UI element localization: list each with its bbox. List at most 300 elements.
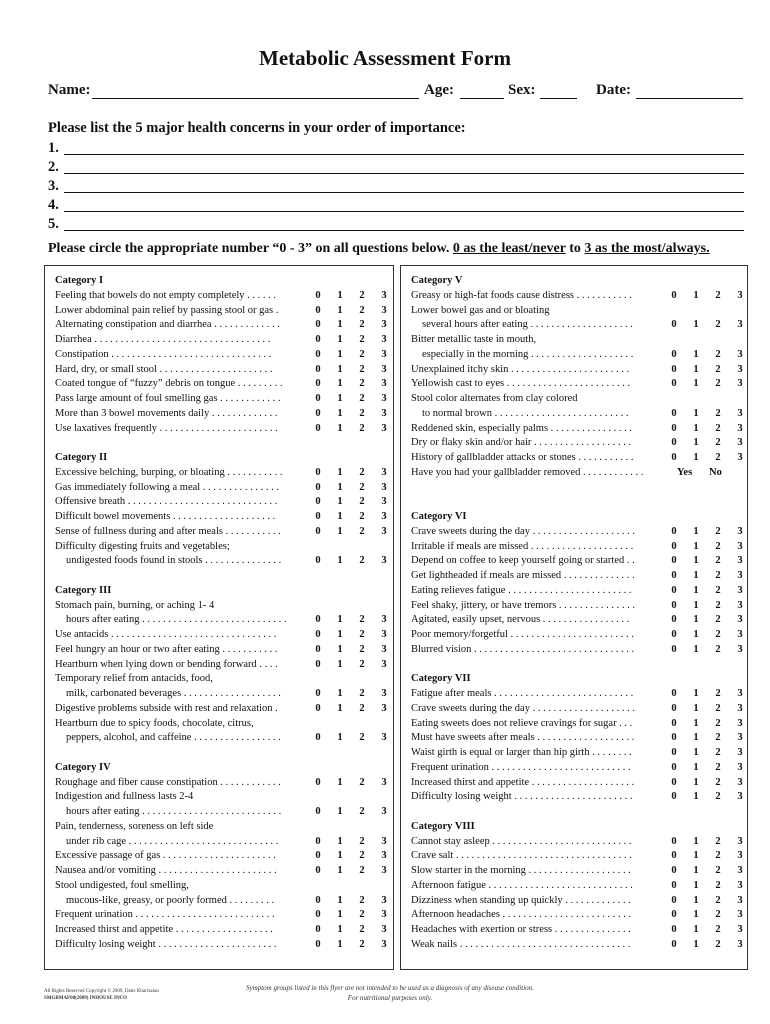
score-option[interactable]: 0 [671,643,677,655]
concern-line[interactable] [48,178,744,194]
score-option[interactable]: 0 [315,702,321,714]
score-option[interactable]: 3 [381,658,387,670]
score-option[interactable]: 2 [359,496,365,508]
score-option[interactable]: 0 [315,319,321,331]
score-option[interactable]: 2 [359,304,365,316]
score-option[interactable]: 0 [671,909,677,921]
score-option[interactable]: 0 [315,865,321,876]
score-option[interactable]: 0 [671,791,677,803]
question-text: Roughage and fiber cause constipation . . . . . . . . . . . . [55,776,281,788]
score-option[interactable]: 1 [337,422,343,434]
score-option[interactable]: 0 [315,304,321,316]
score-option[interactable]: 1 [337,334,343,345]
score-option[interactable]: 0 [315,393,321,404]
score-option[interactable]: 3 [381,614,387,626]
score-option[interactable]: 2 [359,702,365,714]
score-option[interactable]: 3 [737,894,743,906]
score-option[interactable]: 3 [737,348,743,360]
score-option[interactable]: 3 [737,702,743,714]
score-option[interactable]: 3 [737,879,743,891]
score-option[interactable]: 0 [671,348,677,360]
score-option[interactable]: 2 [359,894,365,906]
concern-blank[interactable] [64,173,744,174]
score-option[interactable]: 2 [715,850,721,862]
score-option[interactable]: 1 [693,879,699,891]
score-option[interactable]: 3 [737,525,743,537]
score-option[interactable]: 3 [381,629,387,640]
category-heading [55,761,385,775]
score-option[interactable]: 0 [315,496,321,508]
score-option[interactable]: 3 [737,363,743,375]
score-option[interactable]: 2 [715,732,721,744]
score-option[interactable]: 0 [671,555,677,567]
score-option[interactable]: 2 [715,584,721,596]
score-option[interactable]: 2 [715,791,721,803]
score-option[interactable]: 3 [737,570,743,581]
score-option[interactable]: 2 [715,776,721,788]
score-option[interactable]: 2 [715,938,721,950]
score-option[interactable]: 0 [315,555,321,567]
score-option[interactable]: 1 [337,938,343,950]
score-option[interactable]: 3 [737,422,743,434]
score-option[interactable]: 0 [315,525,321,537]
score-option[interactable]: 3 [737,850,743,862]
score-option[interactable]: 3 [381,555,387,567]
score-option[interactable]: 0 [671,747,677,758]
concern-line[interactable] [48,140,744,156]
score-option[interactable]: 0 [315,938,321,950]
score-option[interactable]: 1 [337,909,343,921]
score-option[interactable]: 1 [693,599,699,611]
score-option[interactable]: 2 [359,614,365,626]
score-option[interactable]: 0 [671,599,677,611]
score-option[interactable]: 3 [381,806,387,817]
score-option[interactable]: 3 [381,319,387,331]
question-text: Frequent urination . . . . . . . . . . . . . . . . . . . . . . . . . . . [55,909,275,921]
score-option[interactable]: 1 [337,525,343,537]
category-heading [55,584,385,598]
score-option[interactable]: 0 [315,924,321,935]
score-option[interactable]: 1 [337,894,343,906]
score-option[interactable]: 0 [315,363,321,375]
score-option[interactable]: 2 [359,555,365,567]
question-text: under rib cage . . . . . . . . . . . . . . . . . . . . . . . . . . . . . [66,835,279,847]
score-option[interactable]: 2 [359,688,365,699]
score-option[interactable]: 0 [315,481,321,493]
score-option[interactable]: 2 [715,747,721,758]
score-option[interactable]: 3 [381,894,387,906]
score-option[interactable]: 3 [737,938,743,950]
score-option[interactable]: 1 [693,761,699,773]
concern-blank[interactable] [64,230,744,231]
score-option[interactable]: 2 [715,540,721,552]
score-option[interactable]: 3 [381,481,387,493]
score-option[interactable]: 3 [737,584,743,596]
date-field[interactable] [636,98,743,99]
score-option[interactable]: 1 [337,629,343,640]
score-option[interactable]: 2 [715,363,721,375]
score-option[interactable]: 0 [315,835,321,847]
score-option[interactable]: 1 [337,924,343,935]
score-option[interactable]: 2 [359,481,365,493]
score-option[interactable]: 2 [715,835,721,847]
score-option[interactable]: 3 [737,629,743,640]
score-option[interactable]: 2 [359,378,365,390]
score-option[interactable]: 2 [715,599,721,611]
score-option[interactable]: 1 [337,702,343,714]
score-option[interactable]: 2 [715,924,721,935]
score-option[interactable]: 3 [381,702,387,714]
concern-line[interactable] [48,159,744,175]
score-option[interactable]: 3 [381,909,387,921]
concern-blank[interactable] [64,192,744,193]
score-option[interactable]: 0 [671,629,677,640]
score-option[interactable]: 1 [693,540,699,552]
score-option[interactable]: 2 [359,393,365,404]
score-option[interactable]: 1 [337,496,343,508]
score-option[interactable]: 1 [693,688,699,699]
score-option[interactable]: 1 [337,688,343,699]
score-option[interactable]: 1 [693,525,699,537]
score-option[interactable]: 1 [337,850,343,862]
score-option[interactable]: 0 [671,614,677,626]
score-option[interactable]: 1 [337,806,343,817]
score-option[interactable]: 3 [737,437,743,449]
score-option[interactable]: 3 [737,791,743,803]
score-option[interactable]: 3 [381,688,387,699]
score-option[interactable]: 1 [337,289,343,301]
score-option[interactable]: 0 [671,717,677,729]
score-option[interactable]: 3 [381,732,387,744]
score-option[interactable]: 2 [359,850,365,862]
score-option[interactable]: 3 [737,555,743,567]
score-option[interactable]: 1 [693,865,699,876]
score-option[interactable]: 0 [315,850,321,862]
score-option[interactable]: 0 [671,378,677,390]
score-option[interactable]: 2 [715,865,721,876]
score-option[interactable]: 1 [337,348,343,360]
score-option[interactable]: 2 [715,378,721,390]
score-option[interactable]: 3 [381,776,387,788]
sex-field[interactable] [540,98,577,99]
score-option[interactable]: 3 [737,452,743,463]
score-option[interactable]: 0 [315,422,321,434]
score-option[interactable]: 1 [337,658,343,670]
score-option[interactable]: 0 [315,732,321,744]
score-option[interactable]: 3 [381,393,387,404]
score-option[interactable]: 0 [671,422,677,434]
concern-number: 3. [48,178,59,194]
score-option[interactable]: 1 [337,393,343,404]
score-option[interactable]: 2 [359,348,365,360]
score-option[interactable]: 1 [693,452,699,463]
score-option[interactable]: 2 [359,909,365,921]
score-option[interactable]: 2 [715,717,721,729]
score-option[interactable]: 0 [315,407,321,419]
score-option[interactable]: 2 [715,525,721,537]
score-option[interactable]: 2 [359,334,365,345]
score-option[interactable]: 0 [671,407,677,419]
score-option[interactable]: 3 [381,407,387,419]
score-option[interactable]: 3 [381,422,387,434]
score-option[interactable]: 2 [715,289,721,301]
score-option[interactable]: 3 [737,865,743,876]
question-text: Heartburn when lying down or bending forward . . . . [55,658,278,670]
score-option[interactable]: 1 [337,304,343,316]
score-option[interactable]: 3 [381,348,387,360]
score-option[interactable]: 1 [693,747,699,758]
score-option[interactable]: 3 [381,511,387,522]
score-option[interactable]: 2 [715,761,721,773]
score-option[interactable]: 2 [359,924,365,935]
score-option[interactable]: 3 [381,850,387,862]
score-option[interactable]: 1 [337,643,343,655]
score-option[interactable]: 1 [693,378,699,390]
score-option[interactable]: 2 [715,643,721,655]
score-option[interactable]: 3 [737,614,743,626]
score-option[interactable]: 1 [337,865,343,876]
name-field[interactable] [92,98,419,99]
score-option[interactable]: 3 [737,761,743,773]
score-option[interactable]: 1 [337,614,343,626]
score-option[interactable]: 3 [737,835,743,847]
score-option[interactable]: 3 [381,289,387,301]
score-option[interactable]: 2 [715,452,721,463]
score-option[interactable]: 1 [693,791,699,803]
score-option[interactable]: 2 [359,865,365,876]
question-row [55,628,385,642]
score-option[interactable]: 1 [693,643,699,655]
score-option[interactable]: 1 [693,348,699,360]
score-option[interactable]: 1 [693,835,699,847]
score-option[interactable]: 0 [671,879,677,891]
question-text: Gas immediately following a meal . . . . . . . . . . . . . . . [55,481,279,493]
score-option[interactable]: 2 [359,938,365,950]
yes-option[interactable]: Yes [677,466,693,478]
score-option[interactable]: 0 [671,688,677,699]
concern-blank[interactable] [64,211,744,212]
score-option[interactable]: 1 [693,894,699,906]
score-option[interactable]: 3 [381,865,387,876]
score-option[interactable]: 2 [715,909,721,921]
score-option[interactable]: 3 [737,319,743,331]
score-option[interactable]: 3 [737,407,743,419]
score-option[interactable]: 0 [671,702,677,714]
score-option[interactable]: 3 [381,835,387,847]
score-option[interactable]: 3 [737,289,743,301]
score-option[interactable]: 1 [337,555,343,567]
score-option[interactable]: 3 [737,378,743,390]
score-option[interactable]: 1 [337,378,343,390]
score-option[interactable]: 0 [671,776,677,788]
score-option[interactable]: 1 [693,614,699,626]
score-option[interactable]: 2 [359,732,365,744]
score-option[interactable]: 2 [359,776,365,788]
no-option[interactable]: No [709,466,722,478]
score-option[interactable]: 2 [715,348,721,360]
score-option[interactable]: 1 [693,422,699,434]
spacer [411,495,741,509]
score-option[interactable]: 1 [337,481,343,493]
score-option[interactable]: 0 [671,363,677,375]
score-option[interactable]: 3 [381,304,387,316]
score-option[interactable]: 1 [693,289,699,301]
score-option[interactable]: 1 [693,909,699,921]
score-option[interactable]: 1 [693,584,699,596]
score-option[interactable]: 1 [693,363,699,375]
score-option[interactable]: 3 [381,496,387,508]
score-option[interactable]: 2 [359,319,365,331]
score-option[interactable]: 2 [715,319,721,331]
question-row [411,363,741,377]
score-option[interactable]: 3 [737,924,743,935]
score-option[interactable]: 2 [715,614,721,626]
score-option[interactable]: 0 [315,658,321,670]
score-option[interactable]: 0 [315,289,321,301]
score-option[interactable]: 2 [715,688,721,699]
score-option[interactable]: 0 [671,452,677,463]
score-option[interactable]: 2 [359,629,365,640]
question-text: Sense of fullness during and after meals . . . . . . . . . . . [55,525,281,537]
score-option[interactable]: 2 [715,407,721,419]
score-option[interactable]: 2 [715,879,721,891]
score-option[interactable]: 0 [671,761,677,773]
score-option[interactable]: 0 [315,776,321,788]
score-option[interactable]: 0 [671,850,677,862]
score-option[interactable]: 0 [671,894,677,906]
score-option[interactable]: 3 [737,747,743,758]
questions-panel-right [400,265,748,970]
score-option[interactable]: 3 [381,363,387,375]
score-option[interactable]: 1 [337,407,343,419]
score-option[interactable]: 1 [693,717,699,729]
question-row [411,554,741,568]
score-option[interactable]: 3 [737,643,743,655]
score-option[interactable]: 3 [737,540,743,552]
question-text: Afternoon fatigue . . . . . . . . . . . . . . . . . . . . . . . . . . . . [411,879,633,891]
score-option[interactable]: 0 [315,511,321,522]
concern-blank[interactable] [64,154,744,155]
score-option[interactable]: 0 [315,806,321,817]
score-option[interactable]: 1 [337,319,343,331]
score-option[interactable]: 3 [737,732,743,744]
score-option[interactable]: 1 [337,835,343,847]
concern-line[interactable] [48,197,744,213]
question-row [55,938,385,952]
score-option[interactable]: 0 [315,629,321,640]
score-option[interactable]: 3 [737,599,743,611]
score-option[interactable]: 0 [671,319,677,331]
score-option[interactable]: 2 [359,643,365,655]
score-option[interactable]: 0 [671,540,677,552]
question-text: Bitter metallic taste in mouth, [411,334,537,345]
score-option[interactable]: 0 [671,437,677,449]
score-option[interactable]: 0 [315,348,321,360]
score-option[interactable]: 2 [359,422,365,434]
score-option[interactable]: 1 [337,511,343,522]
score-option[interactable]: 2 [715,894,721,906]
score-option[interactable]: 0 [315,643,321,655]
score-option[interactable]: 2 [715,570,721,581]
score-option[interactable]: 2 [715,555,721,567]
score-option[interactable]: 1 [693,924,699,935]
score-option[interactable]: 1 [693,555,699,567]
score-option[interactable]: 0 [315,894,321,906]
concern-line[interactable] [48,216,744,232]
score-option[interactable]: 1 [693,776,699,788]
score-option[interactable]: 0 [671,570,677,581]
score-option[interactable]: 2 [359,466,365,478]
score-option[interactable]: 3 [381,643,387,655]
score-option[interactable]: 2 [359,407,365,419]
score-option[interactable]: 1 [693,702,699,714]
concern-number: 2. [48,159,59,175]
score-option[interactable]: 0 [671,525,677,537]
score-option[interactable]: 1 [693,850,699,862]
age-field[interactable] [460,98,504,99]
score-option[interactable]: 2 [359,511,365,522]
score-option[interactable]: 3 [381,378,387,390]
score-option[interactable]: 0 [315,466,321,478]
score-option[interactable]: 0 [315,378,321,390]
score-option[interactable]: 0 [671,289,677,301]
score-option[interactable]: 3 [737,717,743,729]
score-option[interactable]: 2 [359,806,365,817]
score-option[interactable]: 0 [315,909,321,921]
score-option[interactable]: 2 [359,525,365,537]
score-option[interactable]: 1 [693,732,699,744]
score-option[interactable]: 3 [381,924,387,935]
score-option[interactable]: 1 [693,437,699,449]
score-option[interactable]: 3 [737,776,743,788]
question-text: Agitated, easily upset, nervous . . . . . . . . . . . . . . . . . [411,614,630,626]
score-option[interactable]: 2 [715,702,721,714]
score-option[interactable]: 2 [359,289,365,301]
concern-number: 5. [48,216,59,232]
score-option[interactable]: 2 [715,437,721,449]
score-option[interactable]: 3 [381,334,387,345]
score-option[interactable]: 1 [337,732,343,744]
score-option[interactable]: 1 [693,570,699,581]
score-option[interactable]: 0 [671,584,677,596]
score-option[interactable]: 0 [671,865,677,876]
score-option[interactable]: 2 [359,835,365,847]
score-option[interactable]: 3 [381,466,387,478]
score-option[interactable]: 0 [671,835,677,847]
score-option[interactable]: 1 [693,938,699,950]
score-option[interactable]: 0 [315,334,321,345]
score-option[interactable]: 2 [715,629,721,640]
score-option[interactable]: 1 [693,319,699,331]
score-option[interactable]: 0 [671,938,677,950]
score-option[interactable]: 1 [693,407,699,419]
score-option[interactable]: 3 [381,525,387,537]
score-option[interactable]: 0 [671,732,677,744]
score-option[interactable]: 3 [737,688,743,699]
score-option[interactable]: 1 [693,629,699,640]
score-option[interactable]: 1 [337,363,343,375]
score-option[interactable]: 2 [359,363,365,375]
score-option[interactable]: 0 [671,924,677,935]
score-option[interactable]: 2 [715,422,721,434]
score-option[interactable]: 3 [381,938,387,950]
score-option[interactable]: 0 [315,614,321,626]
score-option[interactable]: 1 [337,466,343,478]
score-option[interactable]: 0 [315,688,321,699]
score-option[interactable]: 3 [737,909,743,921]
score-option[interactable]: 2 [359,658,365,670]
score-option[interactable]: 1 [337,776,343,788]
